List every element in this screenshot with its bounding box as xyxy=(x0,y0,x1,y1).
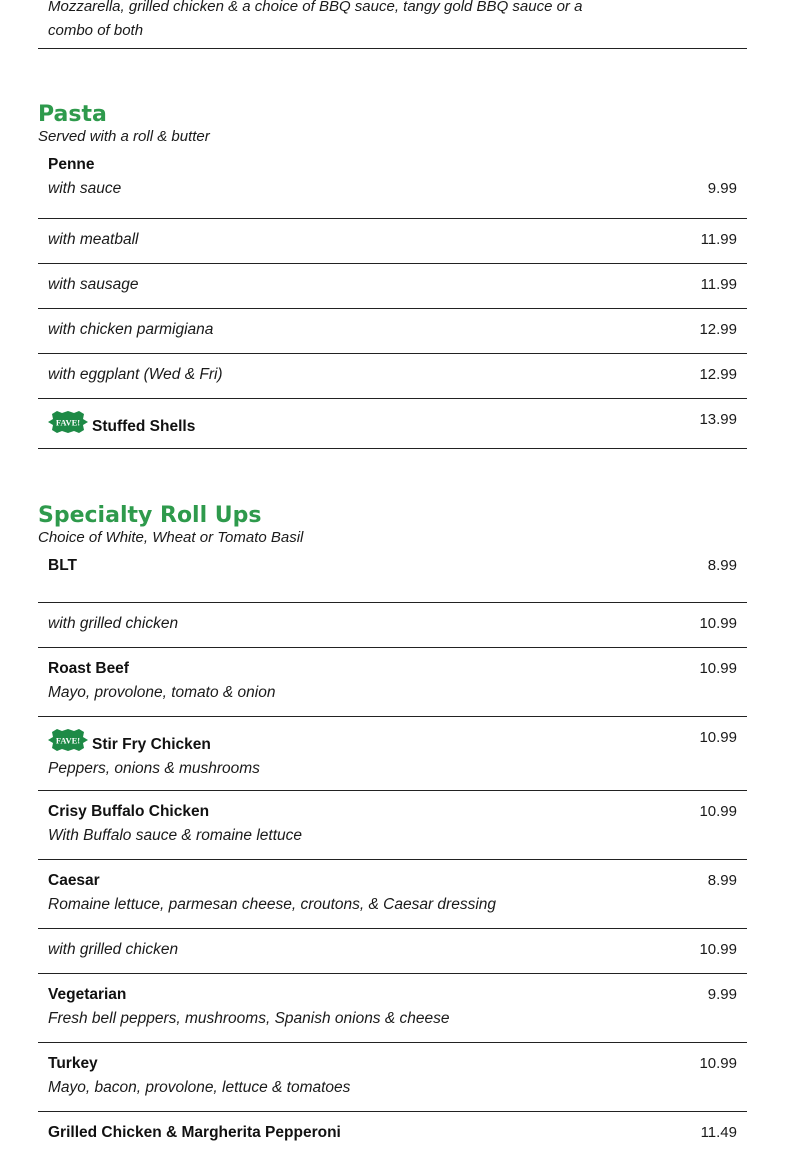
item-price: 8.99 xyxy=(707,557,737,574)
item-description: with eggplant (Wed & Fri) xyxy=(48,366,223,383)
item-name: Stuffed Shells xyxy=(92,418,196,435)
fave-badge-icon xyxy=(48,729,88,751)
menu-item-caesar xyxy=(38,860,747,929)
item-name-row xyxy=(48,411,737,439)
fave-badge-icon xyxy=(48,411,88,433)
item-price: 12.99 xyxy=(699,366,737,383)
menu-item-penne-meatball xyxy=(38,219,747,264)
item-description: with grilled chicken xyxy=(48,941,179,958)
item-description: Romaine lettuce, parmesan cheese, croutons, & Caesar dressing xyxy=(48,896,497,913)
previous-item-description: Mozzarella, grilled chicken & a choice of BBQ sauce, tangy gold BBQ sauce or a combo of both xyxy=(48,0,583,39)
item-description: Fresh bell peppers, mushrooms, Spanish onions & cheese xyxy=(48,1010,450,1027)
section-subtitle-pasta: Served with a roll & butter xyxy=(38,128,210,145)
menu-item-turkey xyxy=(38,1043,747,1112)
item-name: BLT xyxy=(48,557,77,574)
menu-item-blt xyxy=(38,548,747,603)
item-name: Vegetarian xyxy=(48,986,127,1003)
item-price: 9.99 xyxy=(707,986,737,1003)
previous-item-description-row xyxy=(38,0,747,49)
item-description: with grilled chicken xyxy=(48,615,179,632)
menu-page xyxy=(38,0,747,1141)
item-price: 10.99 xyxy=(699,803,737,820)
menu-item-penne-sausage xyxy=(38,264,747,309)
item-price: 10.99 xyxy=(699,729,737,746)
item-description: Mayo, provolone, tomato & onion xyxy=(48,684,276,701)
item-price: 9.99 xyxy=(707,180,737,197)
menu-item-penne-eggplant xyxy=(38,354,747,399)
item-name: Stir Fry Chicken xyxy=(92,736,211,753)
item-price: 10.99 xyxy=(699,660,737,677)
menu-item-penne-chicken-parmigiana xyxy=(38,309,747,354)
pasta-section xyxy=(38,100,747,449)
menu-item-blt-grilled-chicken xyxy=(38,603,747,648)
item-price: 13.99 xyxy=(699,411,737,428)
menu-item-vegetarian xyxy=(38,974,747,1043)
item-price: 11.99 xyxy=(700,231,737,248)
menu-item-crisy-buffalo-chicken xyxy=(38,791,747,860)
rollups-section xyxy=(38,501,747,1152)
item-description: Peppers, onions & mushrooms xyxy=(48,760,260,777)
item-price: 10.99 xyxy=(699,941,737,958)
menu-item-stir-fry-chicken xyxy=(38,717,747,791)
fave-badge-text: FAVE! xyxy=(55,735,81,746)
fave-badge-text: FAVE! xyxy=(55,417,81,428)
item-description: with sauce xyxy=(48,180,122,197)
item-name: Roast Beef xyxy=(48,660,129,677)
item-price: 11.49 xyxy=(700,1124,737,1141)
item-description: with chicken parmigiana xyxy=(48,321,214,338)
section-title-pasta: Pasta xyxy=(38,102,107,127)
item-description: Mayo, bacon, provolone, lettuce & tomatoes xyxy=(48,1079,351,1096)
item-price: 10.99 xyxy=(699,1055,737,1072)
item-name-wrapper xyxy=(48,1121,737,1145)
item-description: with sausage xyxy=(48,276,139,293)
item-name: Caesar xyxy=(48,872,100,889)
menu-item-grilled-chicken-margherita-pepperoni xyxy=(38,1112,747,1152)
item-name: Penne xyxy=(48,156,95,173)
item-price: 8.99 xyxy=(707,872,737,889)
menu-item-stuffed-shells xyxy=(38,399,747,449)
item-description: with meatball xyxy=(48,231,139,248)
item-name: Crisy Buffalo Chicken xyxy=(48,803,210,820)
menu-item-roast-beef xyxy=(38,648,747,717)
item-name: Turkey xyxy=(48,1055,98,1072)
item-description: With Buffalo sauce & romaine lettuce xyxy=(48,827,303,844)
menu-item-penne xyxy=(38,147,747,219)
section-title-rollups: Specialty Roll Ups xyxy=(38,503,262,528)
item-price: 10.99 xyxy=(699,615,737,632)
section-subtitle-rollups: Choice of White, Wheat or Tomato Basil xyxy=(38,529,304,546)
item-name-row xyxy=(48,729,737,757)
item-name: Grilled Chicken & Margherita Pepperoni xyxy=(48,1124,341,1141)
menu-item-caesar-grilled-chicken xyxy=(38,929,747,974)
item-price: 12.99 xyxy=(699,321,737,338)
item-price: 11.99 xyxy=(700,276,737,293)
